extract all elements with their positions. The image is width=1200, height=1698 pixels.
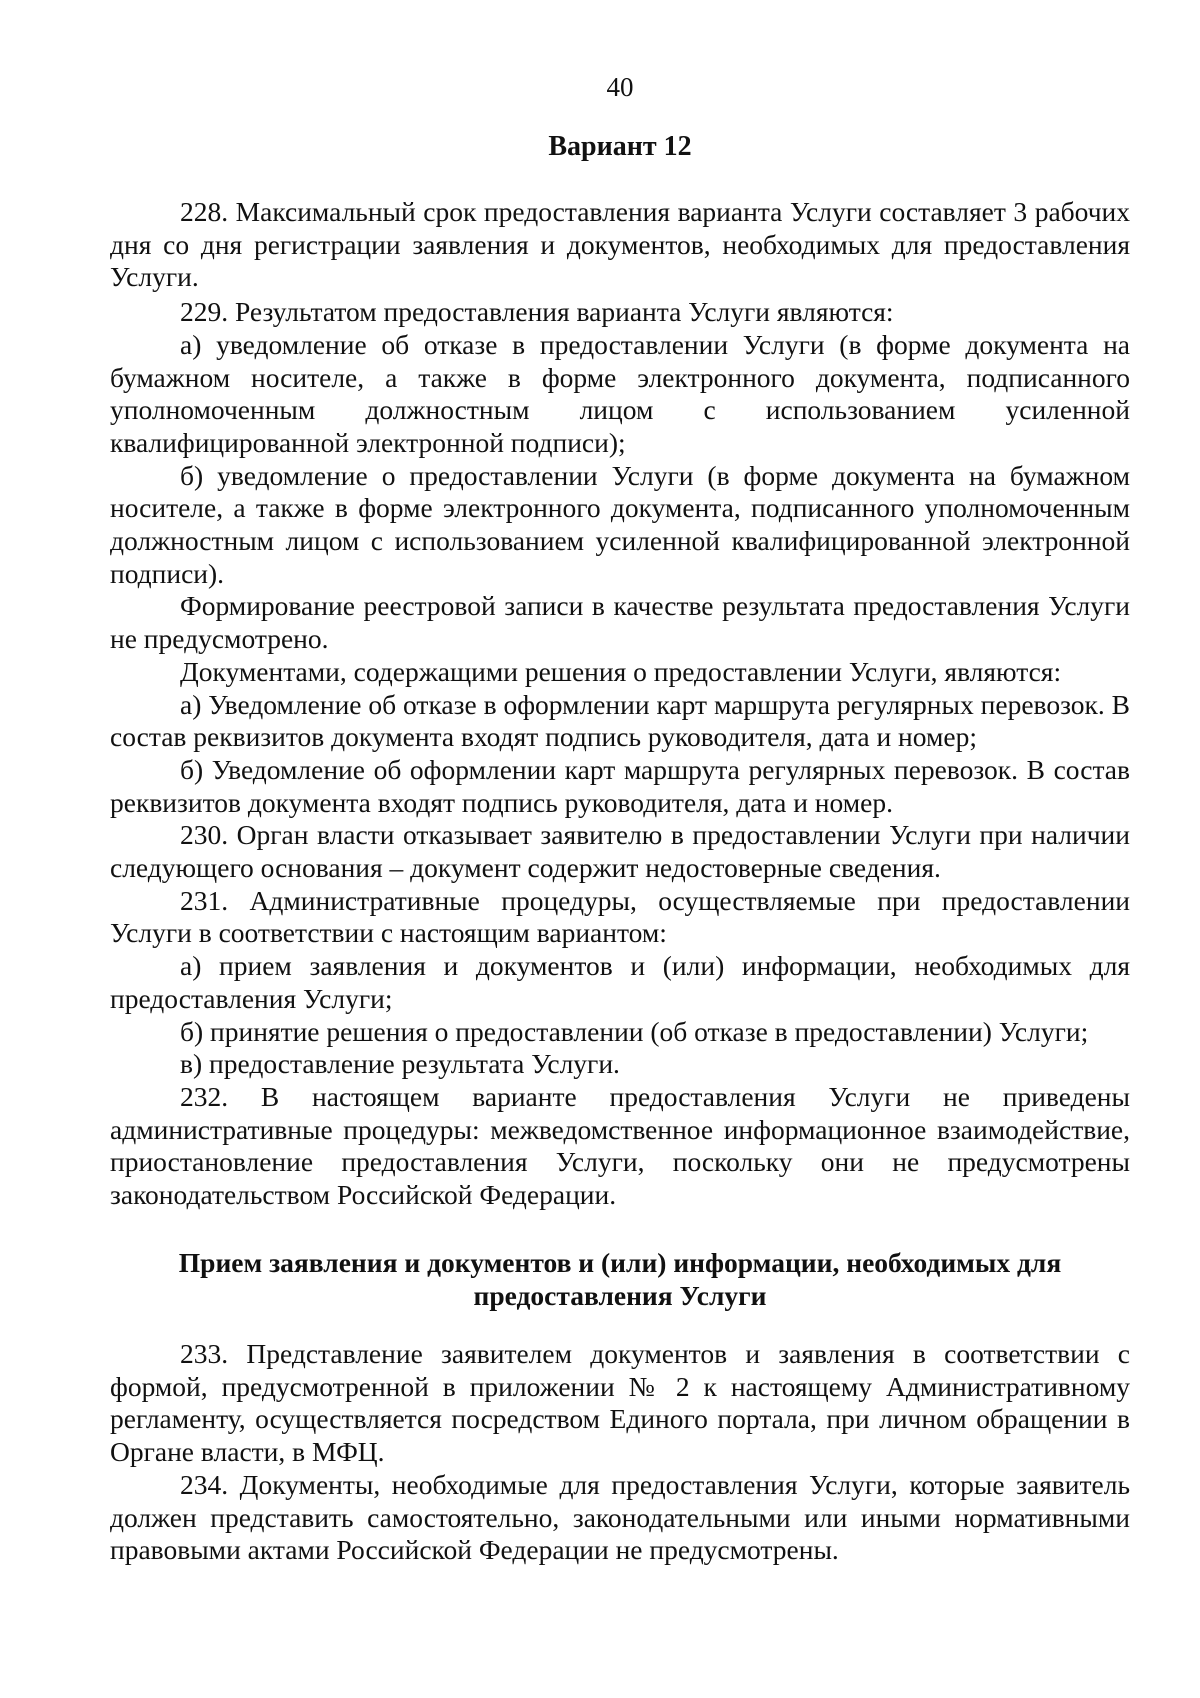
paragraph-231-c: в) предоставление результата Услуги.	[180, 1048, 620, 1080]
paragraph-231: 231. Административные процедуры, осуществляемые при предоставлении Услуги в соответствии с настоящим вариантом:	[110, 884, 1130, 949]
paragraph-229-a: а) уведомление об отказе в предоставлении Услуги (в форме документа на бумажном носителе, а также в форме электронного документа, подписанного уполномоченным должностным лицом с использованием усиленной квалифицированной электронной подписи);	[110, 328, 1130, 458]
section-heading-line-1: Прием заявления и документов и (или) информации, необходимых для	[178, 1247, 1062, 1278]
paragraph-232: 232. В настоящем варианте предоставления Услуги не приведены административные процедуры: межведомственное информационное взаимодействие, приостановление предоставления Услуги, поскольку они не предусмотрены законодательством Российской Федерации.	[110, 1080, 1130, 1211]
variant-title: Вариант 12	[548, 131, 692, 162]
paragraph-documents-b: б) Уведомление об оформлении карт маршрута регулярных перевозок. В состав реквизитов документа входят подпись руководителя, дата и номер.	[110, 753, 1130, 818]
main-text-block	[110, 196, 1130, 1212]
page-number: 40	[606, 72, 634, 102]
paragraph-229: 229. Результатом предоставления варианта Услуги являются:	[180, 296, 894, 328]
section-heading	[110, 1247, 1130, 1312]
section-text-block	[110, 1338, 1130, 1567]
paragraph-230: 230. Орган власти отказывает заявителю в предоставлении Услуги при наличии следующего основания – документ содержит недостоверные сведения.	[110, 819, 1130, 884]
paragraph-229-b: б) уведомление о предоставлении Услуги (в форме документа на бумажном носителе, а также в форме электронного документа, подписанного уполномоченным должностным лицом с использованием усиленной квалифицированной электронной подписи).	[110, 459, 1130, 589]
paragraph-228: 228. Максимальный срок предоставления варианта Услуги составляет 3 рабочих дня со дня регистрации заявления и документов, необходимых для предоставления Услуги.	[110, 196, 1130, 293]
paragraph-234: 234. Документы, необходимые для предоставления Услуги, которые заявитель должен представить самостоятельно, законодательными или иными нормативными правовыми актами Российской Федерации не предусмотрены.	[110, 1468, 1130, 1566]
paragraph-documents-intro: Документами, содержащими решения о предоставлении Услуги, являются:	[180, 655, 1062, 687]
section-heading-line-2: предоставления Услуги	[473, 1279, 767, 1311]
paragraph-233: 233. Представление заявителем документов и заявления в соответствии с формой, предусмотренной в приложении № 2 к настоящему Административному регламенту, осуществляется посредством Единого портала, при личном обращении в Органе власти, в МФЦ.	[110, 1338, 1130, 1468]
paragraph-231-b: б) принятие решения о предоставлении (об отказе в предоставлении) Услуги;	[180, 1015, 1089, 1047]
paragraph-registry-note: Формирование реестровой записи в качестве результата предоставления Услуги не предусмотрено.	[110, 590, 1130, 655]
paragraph-documents-a: а) Уведомление об отказе в оформлении карт маршрута регулярных перевозок. В состав реквизитов документа входят подпись руководителя, дата и номер;	[110, 688, 1130, 753]
paragraph-231-a: а) прием заявления и документов и (или) информации, необходимых для предоставления Услуги;	[110, 950, 1130, 1014]
